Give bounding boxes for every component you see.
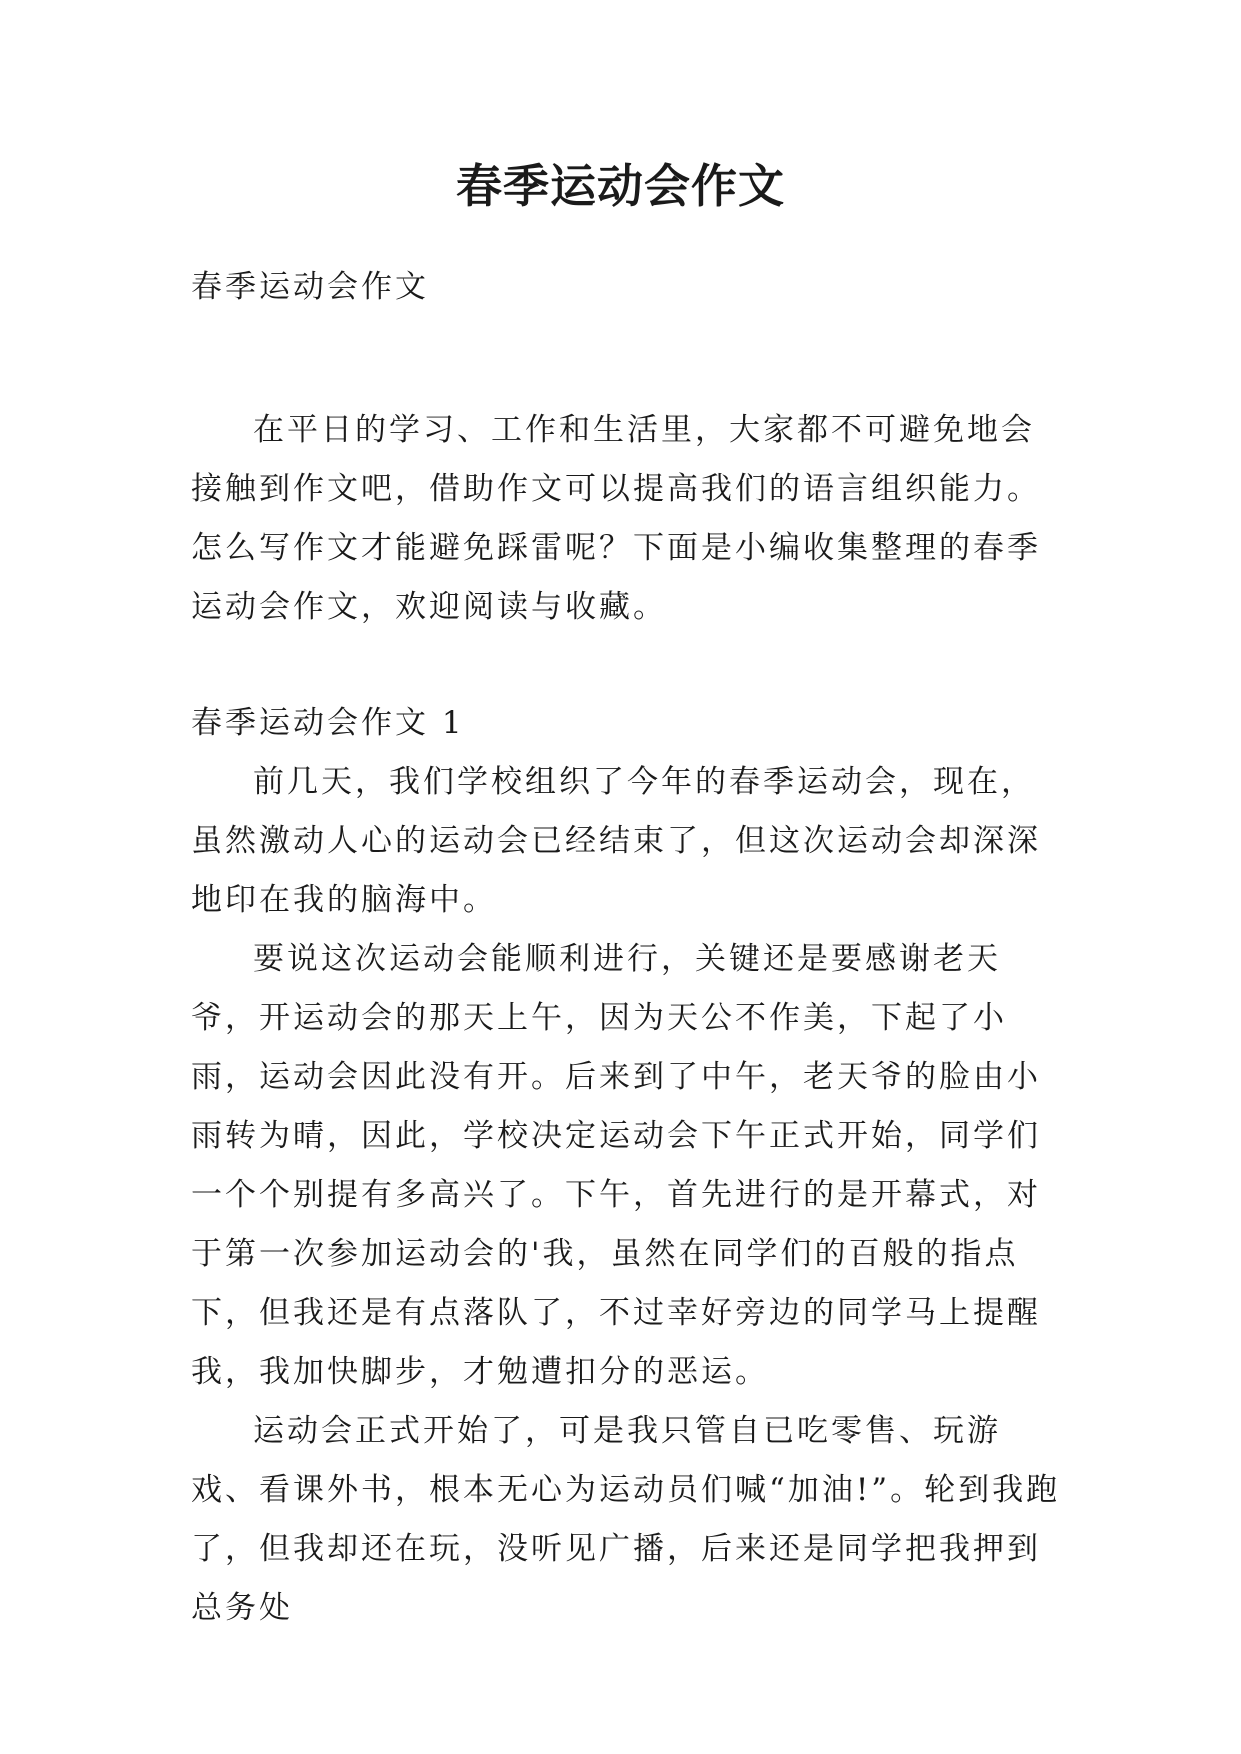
intro-paragraph: 在平日的学习、工作和生活里，大家都不可避免地会接触到作文吧，借助作文可以提高我们的语言组织能力。怎么写作文才能避免踩雷呢？下面是小编收集整理的春季运动会作文，欢迎阅读与收藏。 bbox=[191, 412, 1041, 625]
essay-paragraph-3: 运动会正式开始了，可是我只管自已吃零售、玩游戏、看课外书，根本无心为运动员们喊“加油!”。轮到我跑了，但我却还在玩，没听见广播，后来还是同学把我押到总务处 bbox=[191, 1413, 1061, 1626]
essay-paragraph-1: 前几天，我们学校组织了今年的春季运动会，现在，虽然激动人心的运动会已经结束了，但这次运动会却深深地印在我的脑海中。 bbox=[191, 764, 1041, 918]
section-heading: 春季运动会作文 1 bbox=[191, 705, 465, 741]
document-title: 春季运动会作文 bbox=[456, 159, 785, 213]
essay-paragraph-2: 要说这次运动会能顺利进行，关键还是要感谢老天爷，开运动会的那天上午，因为天公不作美，下起了小雨，运动会因此没有开。后来到了中午，老天爷的脸由小雨转为晴，因此，学校决定运动会下午正式开始，同学们一个个别提有多高兴了。下午，首先进行的是开幕式，对于第一次参加运动会的'我，虽然在同学们的百般的指点下，但我还是有点落队了，不过幸好旁边的同学马上提醒我，我加快脚步，才勉遭扣分的恶运。 bbox=[191, 941, 1041, 1390]
document-subtitle: 春季运动会作文 bbox=[191, 269, 429, 305]
essay-section bbox=[191, 694, 1061, 1638]
